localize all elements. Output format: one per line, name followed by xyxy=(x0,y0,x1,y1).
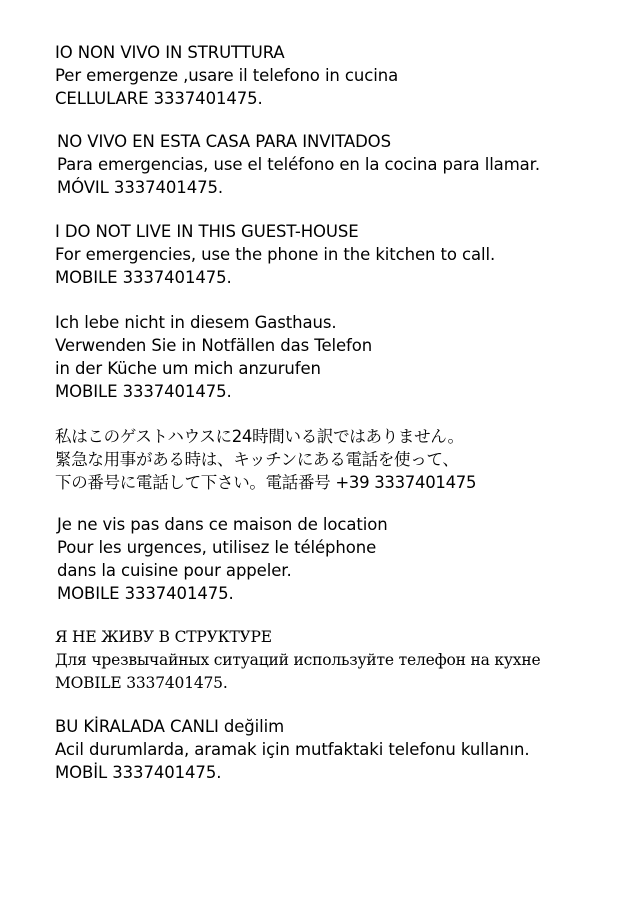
notice-french xyxy=(57,513,627,605)
notice-heading: BU KİRALADA CANLI değilim xyxy=(55,717,285,736)
notice-phone: MOBILE 3337401475. xyxy=(57,584,234,603)
notice-phone: CELLULARE 3337401475. xyxy=(55,89,263,108)
notice-heading: Je ne vis pas dans ce maison de location xyxy=(57,515,388,534)
notice-phone: MÓVIL 3337401475. xyxy=(57,178,224,197)
notice-phone: MOBILE 3337401475. xyxy=(55,268,232,287)
notice-instruction-continued: in der Küche um mich anzurufen xyxy=(55,359,321,378)
notice-heading: 私はこのゲストハウスに24時間いる訳ではありません。 xyxy=(55,427,464,446)
notice-heading: Я НЕ ЖИВУ В СТРУКТУРЕ xyxy=(55,628,272,646)
notice-japanese xyxy=(55,425,625,494)
notice-instruction: Acil durumlarda, aramak için mutfaktaki telefonu kullanın. xyxy=(55,740,530,759)
notice-instruction: Для чрезвычайных ситуаций используйте телефон на кухне xyxy=(55,651,541,669)
notice-heading: IO NON VIVO IN STRUTTURA xyxy=(55,43,285,62)
notice-heading: NO VIVO EN ESTA CASA PARA INVITADOS xyxy=(57,132,391,151)
notice-phone: MOBİL 3337401475. xyxy=(55,763,222,782)
notice-russian xyxy=(55,626,625,695)
notice-english xyxy=(55,220,625,289)
notice-instruction: Verwenden Sie in Notfällen das Telefon xyxy=(55,336,373,355)
notice-heading: I DO NOT LIVE IN THIS GUEST-HOUSE xyxy=(55,222,359,241)
notice-german xyxy=(55,311,625,403)
notice-phone: 下の番号に電話して下さい。電話番号 +39 3337401475 xyxy=(55,473,477,492)
notice-instruction: Per emergenze ,usare il telefono in cucina xyxy=(55,66,399,85)
notice-phone: MOBILE 3337401475. xyxy=(55,382,232,401)
notice-italian xyxy=(55,41,625,110)
notice-instruction: Para emergencias, use el teléfono en la cocina para llamar. xyxy=(57,155,540,174)
notice-instruction: 緊急な用事がある時は、キッチンにある電話を使って、 xyxy=(55,450,459,469)
notice-spanish xyxy=(57,130,627,199)
notice-phone: MOBILE 3337401475. xyxy=(55,674,228,692)
notice-turkish xyxy=(55,715,625,784)
notice-instruction: For emergencies, use the phone in the kitchen to call. xyxy=(55,245,496,264)
notice-instruction: Pour les urgences, utilisez le téléphone xyxy=(57,538,377,557)
notice-heading: Ich lebe nicht in diesem Gasthaus. xyxy=(55,313,337,332)
notice-instruction-continued: dans la cuisine pour appeler. xyxy=(57,561,292,580)
